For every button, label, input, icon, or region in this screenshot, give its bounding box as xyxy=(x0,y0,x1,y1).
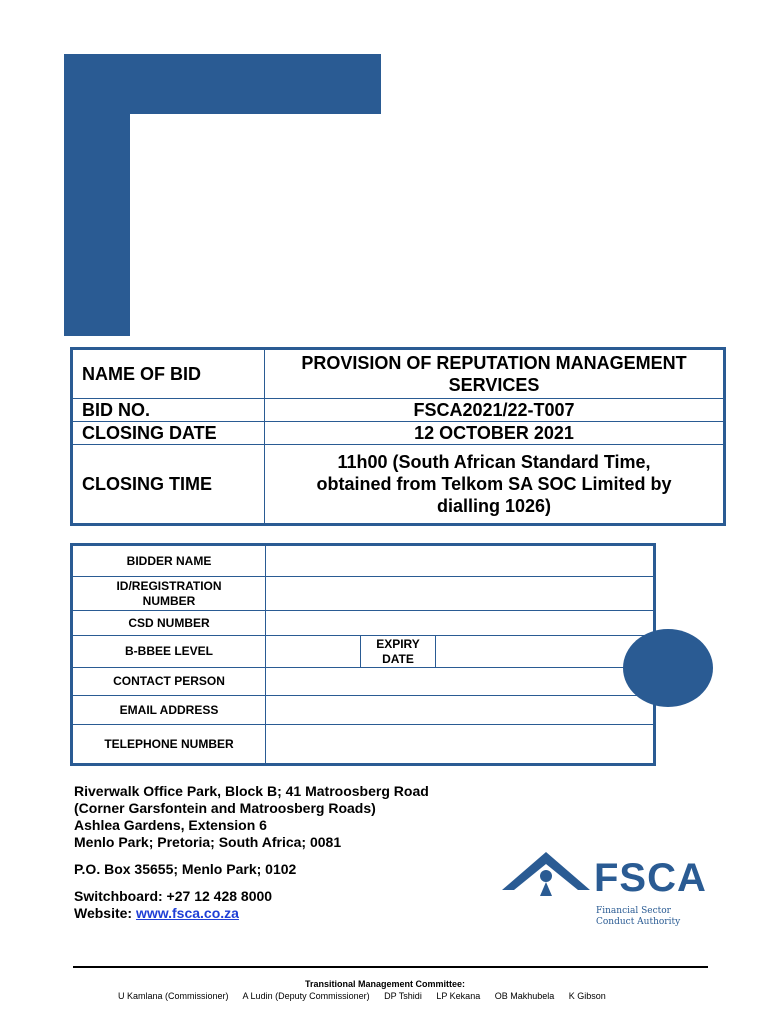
website-link[interactable]: www.fsca.co.za xyxy=(135,905,239,921)
address-block xyxy=(74,783,429,922)
logo-subtitle-line1: Financial Sector xyxy=(596,906,671,916)
bidder-details-table xyxy=(70,543,656,766)
footer-divider xyxy=(73,966,708,968)
email-address-field[interactable] xyxy=(266,696,655,725)
committee-member: U Kamlana (Commissioner) xyxy=(118,991,229,1001)
bbbee-level-label: B-BBEE LEVEL xyxy=(72,636,266,668)
footer-names xyxy=(118,991,618,1001)
contact-person-field[interactable] xyxy=(266,668,655,696)
footer-title: Transitional Management Committee: xyxy=(304,979,466,989)
registration-label-line1: ID/REGISTRATION xyxy=(116,578,222,593)
switchboard: Switchboard: +27 12 428 8000 xyxy=(74,888,273,904)
logo-subtitle xyxy=(596,906,680,928)
bidder-name-field[interactable] xyxy=(266,545,655,577)
csd-number-label: CSD NUMBER xyxy=(72,611,266,636)
closing-date-value: 12 OCTOBER 2021 xyxy=(265,422,725,445)
expiry-date-label xyxy=(361,636,436,668)
closing-time-value xyxy=(265,445,725,525)
bid-info-table xyxy=(70,347,726,526)
committee-member: DP Tshidi xyxy=(384,991,422,1001)
closing-time-line3: dialling 1026) xyxy=(436,496,552,516)
website-label: Website: xyxy=(74,905,136,921)
logo-wordmark: FSCA xyxy=(594,856,707,900)
telephone-number-label: TELEPHONE NUMBER xyxy=(72,725,266,765)
bbbee-level-field[interactable] xyxy=(266,636,361,668)
email-address-label: EMAIL ADDRESS xyxy=(72,696,266,725)
contact-person-label: CONTACT PERSON xyxy=(72,668,266,696)
address-line-2: (Corner Garsfontein and Matroosberg Roads) xyxy=(74,800,376,816)
registration-number-field[interactable] xyxy=(266,577,655,611)
registration-number-label xyxy=(72,577,266,611)
closing-date-label: CLOSING DATE xyxy=(72,422,265,445)
fsca-house-icon xyxy=(500,846,592,898)
address-line-3: Ashlea Gardens, Extension 6 xyxy=(74,817,267,833)
registration-label-line2: NUMBER xyxy=(142,593,196,608)
decorative-bar-left xyxy=(64,54,130,336)
expiry-label-line1: EXPIRY xyxy=(376,636,420,651)
address-line-4: Menlo Park; Pretoria; South Africa; 0081 xyxy=(74,834,342,850)
closing-time-line1: 11h00 (South African Standard Time, xyxy=(337,452,651,472)
decorative-circle xyxy=(623,629,713,707)
bid-no-value: FSCA2021/22-T007 xyxy=(265,399,725,422)
bid-name-line1: PROVISION OF REPUTATION MANAGEMENT xyxy=(301,353,687,373)
expiry-date-field[interactable] xyxy=(436,636,655,668)
bid-name-value xyxy=(265,349,725,399)
address-line-1: Riverwalk Office Park, Block B; 41 Matroosberg Road xyxy=(74,783,429,799)
po-box: P.O. Box 35655; Menlo Park; 0102 xyxy=(74,861,297,877)
website-line xyxy=(74,905,429,922)
bid-no-label: BID NO. xyxy=(72,399,265,422)
expiry-label-line2: DATE xyxy=(382,651,414,666)
logo-subtitle-line2: Conduct Authority xyxy=(596,917,681,927)
committee-member: OB Makhubela xyxy=(494,991,555,1001)
committee-member: LP Kekana xyxy=(436,991,481,1001)
committee-member: K Gibson xyxy=(568,991,606,1001)
bid-name-line2: SERVICES xyxy=(448,375,540,395)
telephone-number-field[interactable] xyxy=(266,725,655,765)
committee-member: A Ludin (Deputy Commissioner) xyxy=(242,991,370,1001)
csd-number-field[interactable] xyxy=(266,611,655,636)
closing-time-line2: obtained from Telkom SA SOC Limited by xyxy=(316,474,672,494)
bid-name-label: NAME OF BID xyxy=(72,349,265,399)
closing-time-label: CLOSING TIME xyxy=(72,445,265,525)
fsca-logo xyxy=(500,846,732,936)
bidder-name-label: BIDDER NAME xyxy=(72,545,266,577)
